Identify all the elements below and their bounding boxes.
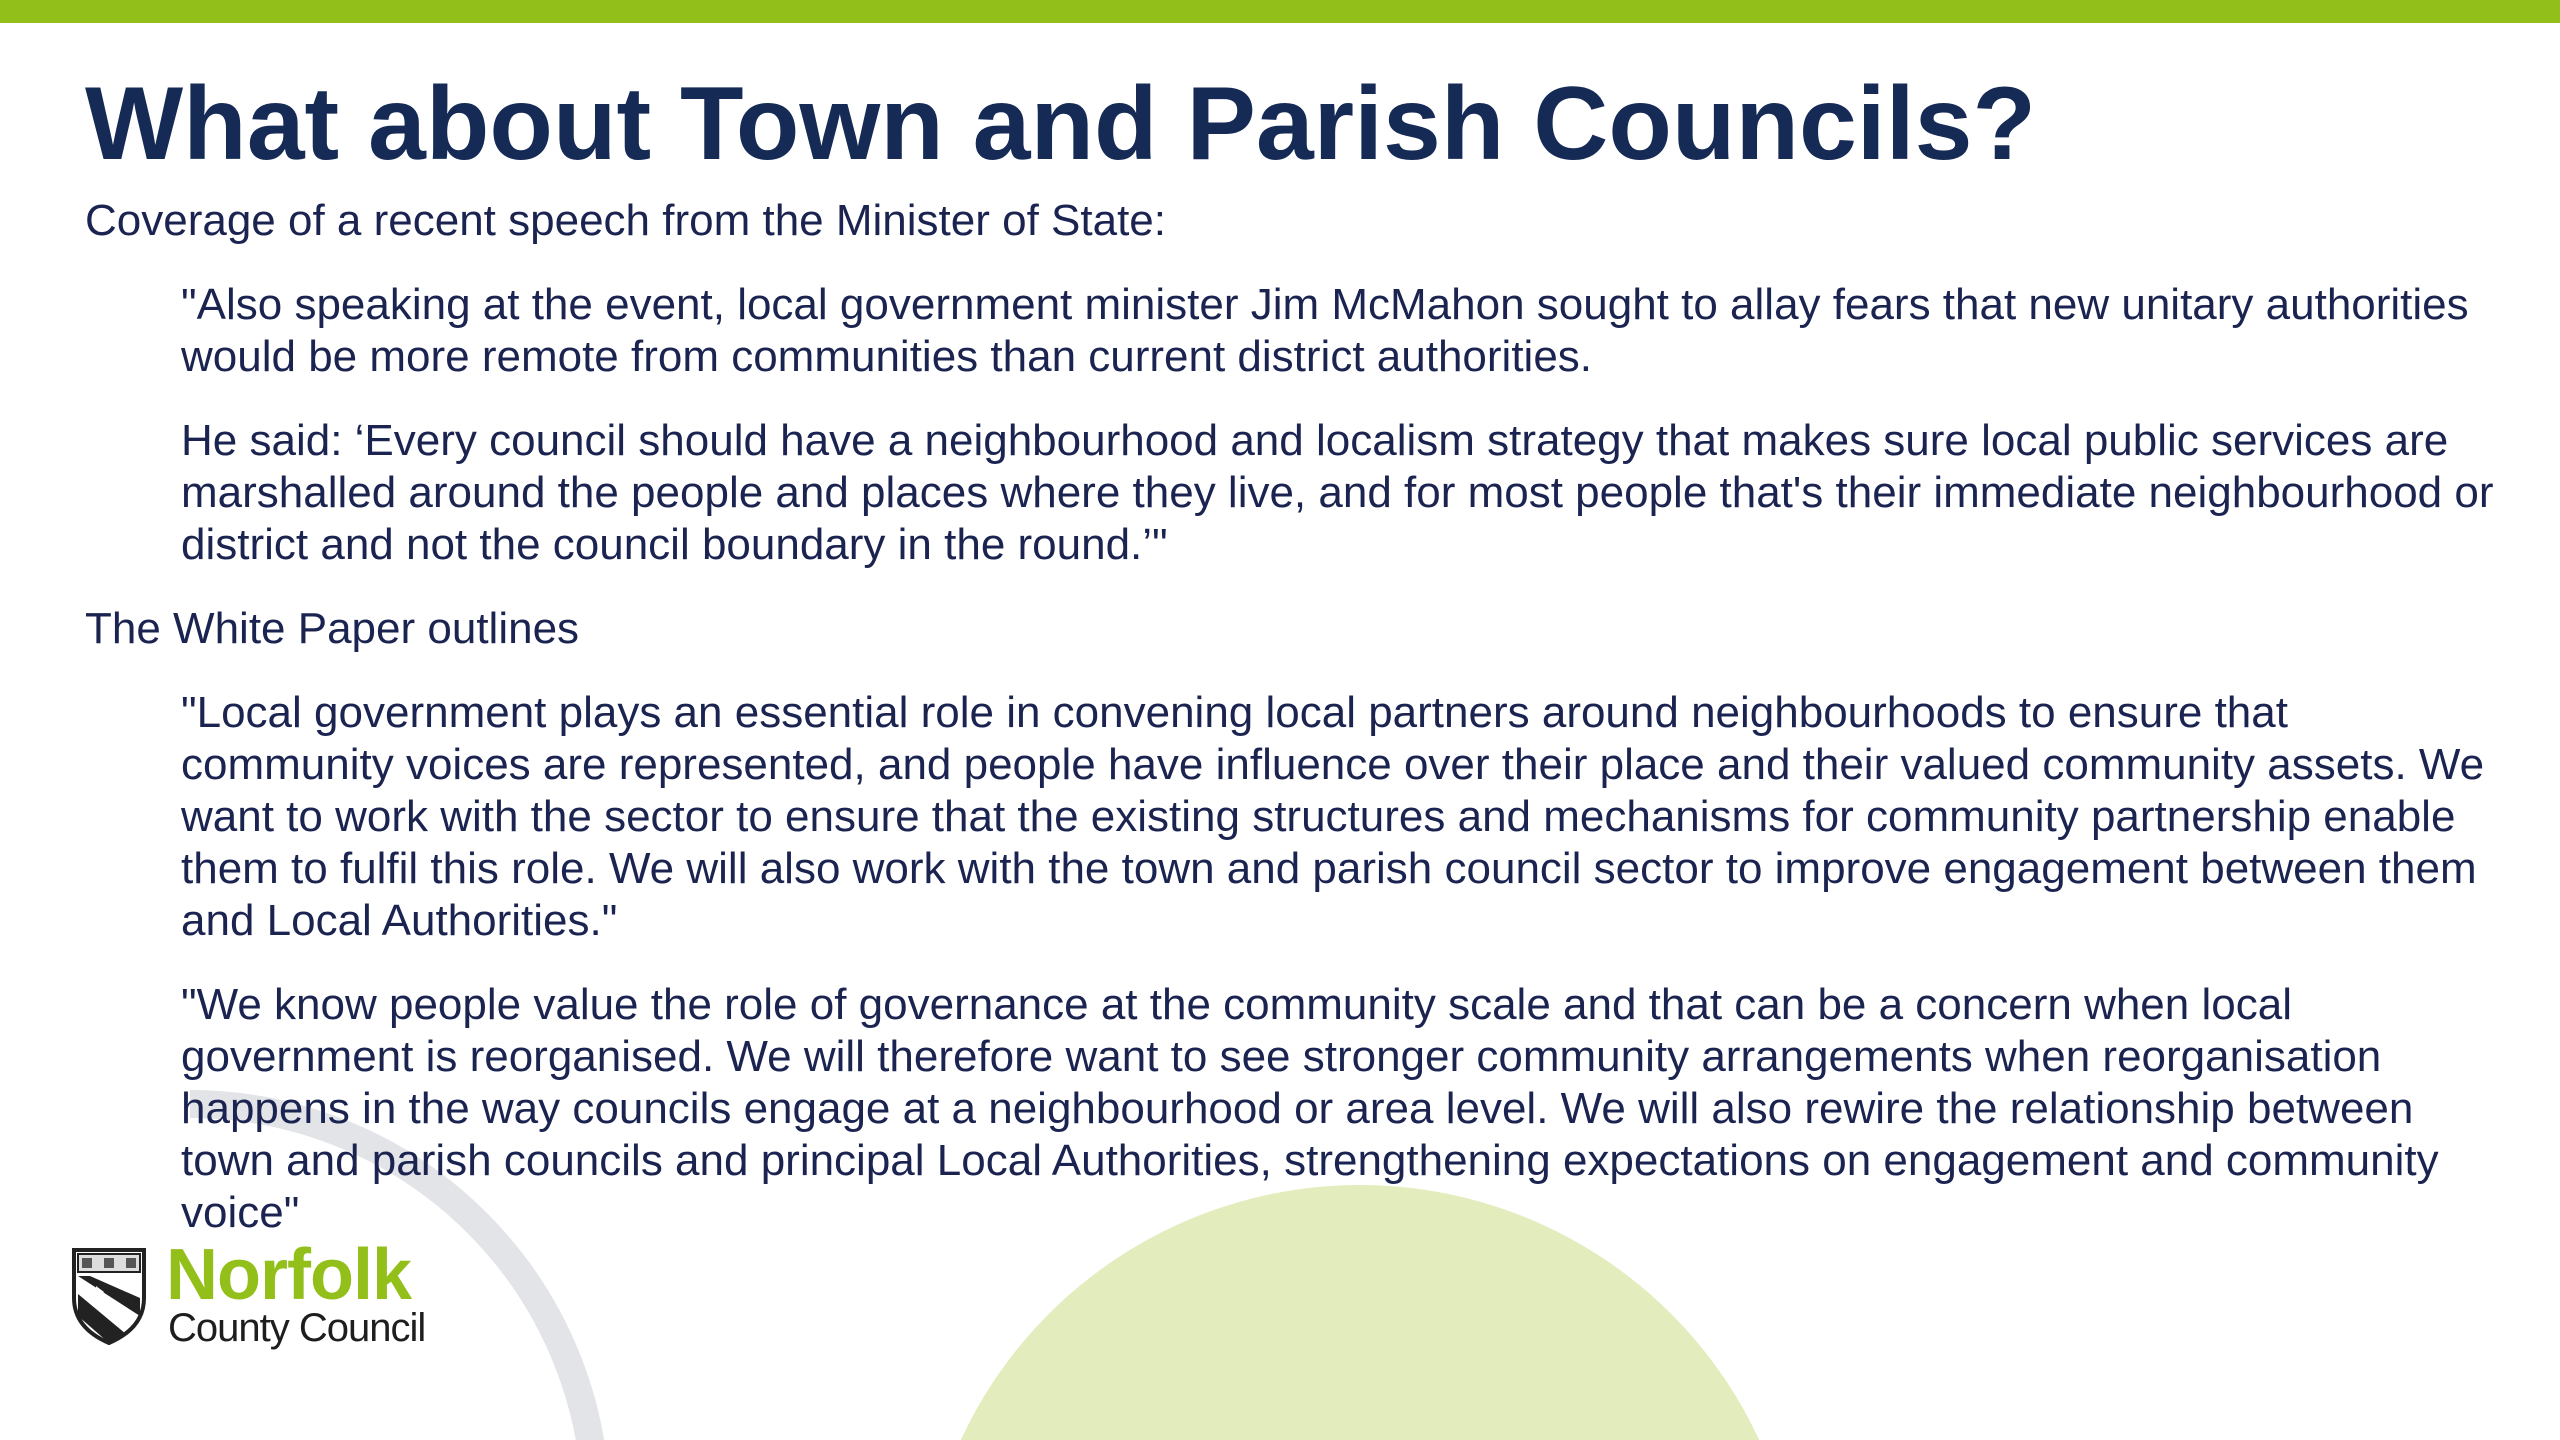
intro-label: Coverage of a recent speech from the Minister of State: [85,196,1166,245]
quote-minister-part-1: "Also speaking at the event, local government minister Jim McMahon sought to allay fears that new unitary authorities would be more remote from communities than current district authorities. [181,280,2469,381]
top-accent-bar [0,0,2560,23]
logo-subtitle: County Council [168,1306,426,1350]
norfolk-county-council-logo [70,1235,470,1362]
shield-crest-icon [70,1246,148,1346]
slide-title: What about Town and Parish Councils? [85,66,2036,182]
logo-wordmark: Norfolk [166,1235,411,1315]
quote-minister-part-2: He said: ‘Every council should have a neighbourhood and localism strategy that makes sure local public services are marshalled around the people and places where they live, and for most people that's their immediate neighbourhood or district and not the council boundary in the round.’" [181,416,2494,569]
quote-white-paper-2: "We know people value the role of governance at the community scale and that can be a concern when local government is reorganised. We will therefore want to see stronger community arrangements when reorganisation happens in the way councils engage at a neighbourhood or area level. We will also rewire the relationship between town and parish councils and principal Local Authorities, strengthening expectations on engagement and community voice" [181,980,2439,1237]
white-paper-label: The White Paper outlines [85,604,580,653]
quote-white-paper-1: "Local government plays an essential role in convening local partners around neighbourhoods to ensure that community voices are represented, and people have influence over their place and their valued community assets. We want to work with the sector to ensure that the existing structures and mechanisms for community partnership enable them to fulfil this role. We will also work with the town and parish council sector to improve engagement between them and Local Authorities." [181,688,2485,945]
slide-body [85,195,2505,1271]
